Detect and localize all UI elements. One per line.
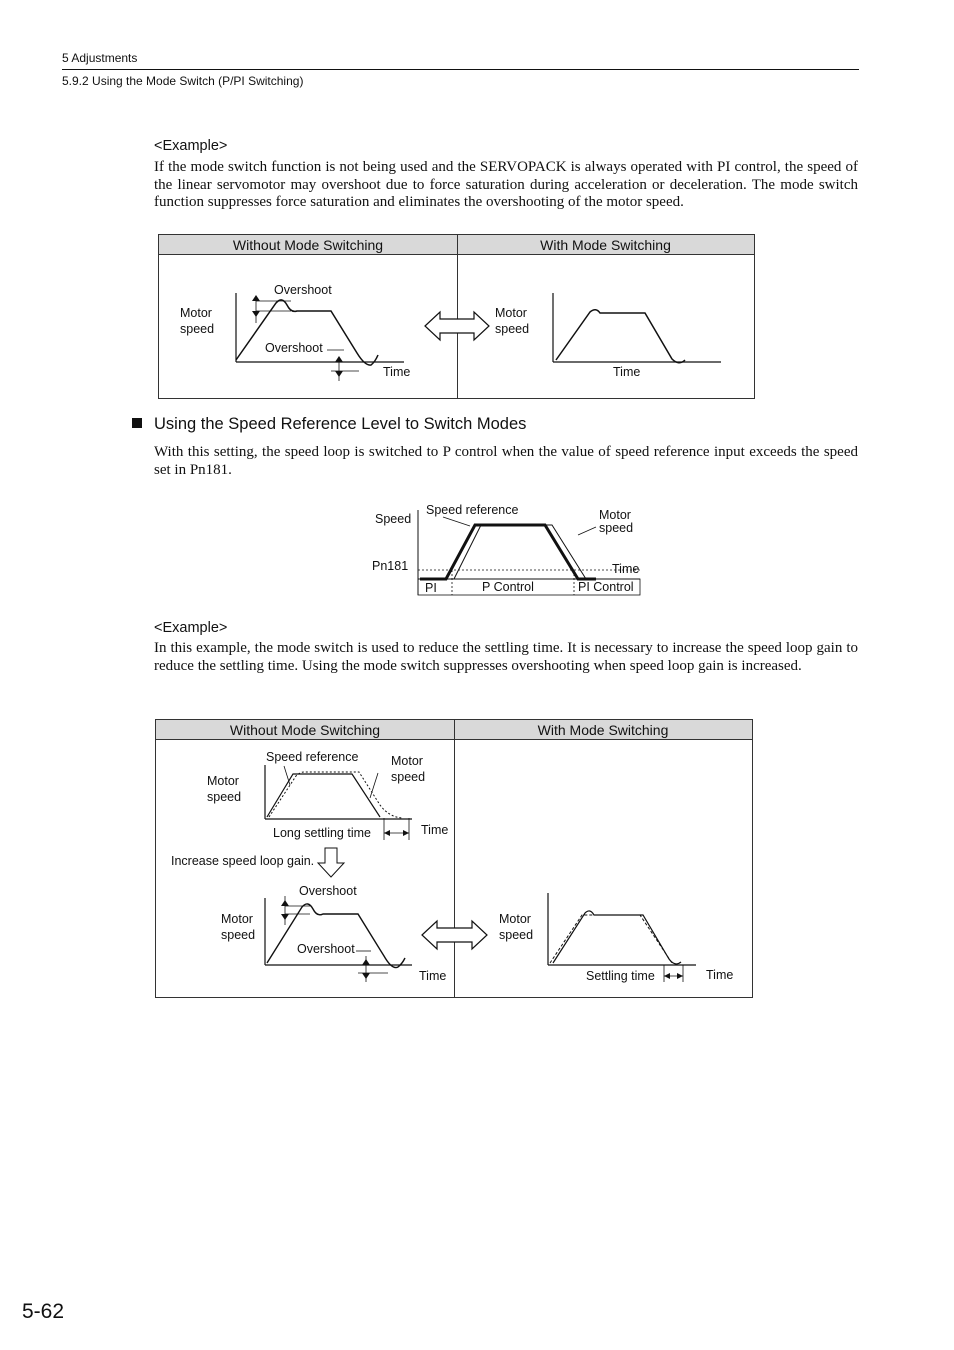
bullet-square-icon bbox=[132, 418, 142, 428]
motor-speed-curve bbox=[553, 911, 681, 964]
overshoot-arrow bbox=[335, 371, 343, 377]
comparison-double-arrow bbox=[425, 312, 489, 340]
long-settling-time-label: Long settling time bbox=[273, 826, 371, 840]
motor-label: Motor bbox=[599, 508, 631, 522]
section-heading-text: Using the Speed Reference Level to Switch Modes bbox=[154, 415, 527, 433]
section-paragraph: With this setting, the speed loop is switched to P control when the value of speed reference input exceeds the speed set in Pn181. bbox=[154, 444, 858, 478]
speed-label: speed bbox=[499, 928, 534, 942]
settling-arrow bbox=[384, 830, 390, 836]
time-label: Time bbox=[383, 365, 411, 379]
speed-label: speed bbox=[495, 322, 530, 336]
speed-reference-label: Speed reference bbox=[266, 750, 359, 764]
header-without-mode-switching: Without Mode Switching bbox=[229, 722, 381, 738]
speed-axis-label: Speed bbox=[375, 512, 412, 526]
header-with-mode-switching: With Mode Switching bbox=[540, 237, 671, 253]
chapter-title: 5 Adjustments bbox=[62, 51, 138, 65]
time-label: Time bbox=[419, 969, 447, 983]
example-label: <Example> bbox=[154, 138, 228, 154]
comparison-double-arrow bbox=[422, 921, 487, 949]
down-arrow-icon bbox=[318, 848, 344, 877]
overshoot-label: Overshoot bbox=[265, 341, 323, 355]
example-paragraph: In this example, the mode switch is used to reduce the settling time. It is necessary to increase the speed loop gain to reduce the settling time. Using the mode switch suppresses overshooting when speed loop gain is increased. bbox=[154, 640, 858, 674]
header-without-mode-switching: Without Mode Switching bbox=[232, 237, 384, 253]
motor-speed-curve bbox=[267, 904, 405, 968]
figure-settling-time-comparison bbox=[155, 719, 753, 998]
speed-label: speed bbox=[221, 928, 256, 942]
speed-reference-label: Speed reference bbox=[426, 503, 519, 517]
overshoot-arrow bbox=[335, 356, 343, 362]
motor-speed-curve bbox=[236, 300, 378, 365]
overshoot-arrow bbox=[362, 973, 370, 979]
example-label: <Example> bbox=[154, 620, 228, 636]
overshoot-arrow bbox=[362, 959, 370, 965]
settling-arrow bbox=[664, 973, 670, 979]
header-with-mode-switching: With Mode Switching bbox=[537, 722, 669, 738]
motor-label: Motor bbox=[180, 306, 212, 320]
figure1-graphs bbox=[159, 235, 754, 398]
settling-arrow bbox=[403, 830, 409, 836]
time-label: Time bbox=[421, 823, 449, 837]
motor-speed-label: speed bbox=[599, 521, 634, 535]
callout-line bbox=[370, 773, 378, 798]
overshoot-arrow bbox=[281, 900, 289, 906]
time-label: Time bbox=[613, 365, 641, 379]
section-heading bbox=[132, 415, 526, 434]
motor-label: Motor bbox=[499, 912, 531, 926]
figure3-graphs bbox=[156, 720, 752, 997]
callout-line bbox=[443, 517, 470, 526]
speed-label: speed bbox=[180, 322, 215, 336]
overshoot-arrow bbox=[252, 295, 260, 301]
speed-label: speed bbox=[207, 790, 242, 804]
pn181-label: Pn181 bbox=[372, 559, 409, 573]
time-label: Time bbox=[706, 968, 734, 982]
example-paragraph: If the mode switch function is not being used and the SERVOPACK is always operated with PI control, the speed of the linear servomotor may overshoot due to force saturation during acceleration or deceleration. The mode switch function suppresses force saturation and eliminates the overshooting of the motor speed. bbox=[154, 159, 858, 210]
overshoot-arrow bbox=[252, 311, 260, 317]
overshoot-label: Overshoot bbox=[297, 942, 355, 956]
settling-arrow bbox=[677, 973, 683, 979]
figure-overshoot-comparison bbox=[158, 234, 755, 399]
callout-line bbox=[578, 527, 596, 535]
motor-speed-curve bbox=[426, 525, 604, 579]
increase-gain-label: Increase speed loop gain. bbox=[171, 854, 315, 868]
callout-line bbox=[284, 766, 290, 785]
section-breadcrumb: 5.9.2 Using the Mode Switch (P/PI Switching) bbox=[62, 74, 304, 88]
overshoot-label: Overshoot bbox=[299, 884, 357, 898]
motor-label: Motor bbox=[391, 754, 423, 768]
speed-label: speed bbox=[391, 770, 426, 784]
pi-segment-label: PI bbox=[425, 581, 437, 595]
page-number: 5-62 bbox=[22, 1300, 65, 1323]
figure-speed-reference-level bbox=[360, 498, 660, 598]
time-label: Time bbox=[612, 562, 640, 576]
motor-speed-curve bbox=[556, 310, 685, 363]
overshoot-arrow bbox=[281, 914, 289, 920]
motor-label: Motor bbox=[207, 774, 239, 788]
overshoot-label: Overshoot bbox=[274, 283, 332, 297]
settling-time-label: Settling time bbox=[586, 969, 655, 983]
motor-label: Motor bbox=[221, 912, 253, 926]
speed-reference-curve bbox=[420, 525, 596, 579]
motor-label: Motor bbox=[495, 306, 527, 320]
pi-control-segment-label: PI Control bbox=[578, 580, 634, 594]
header-rule bbox=[62, 69, 859, 70]
motor-speed-curve bbox=[269, 772, 402, 818]
p-control-segment-label: P Control bbox=[482, 580, 534, 594]
speed-reference-curve bbox=[267, 774, 380, 817]
